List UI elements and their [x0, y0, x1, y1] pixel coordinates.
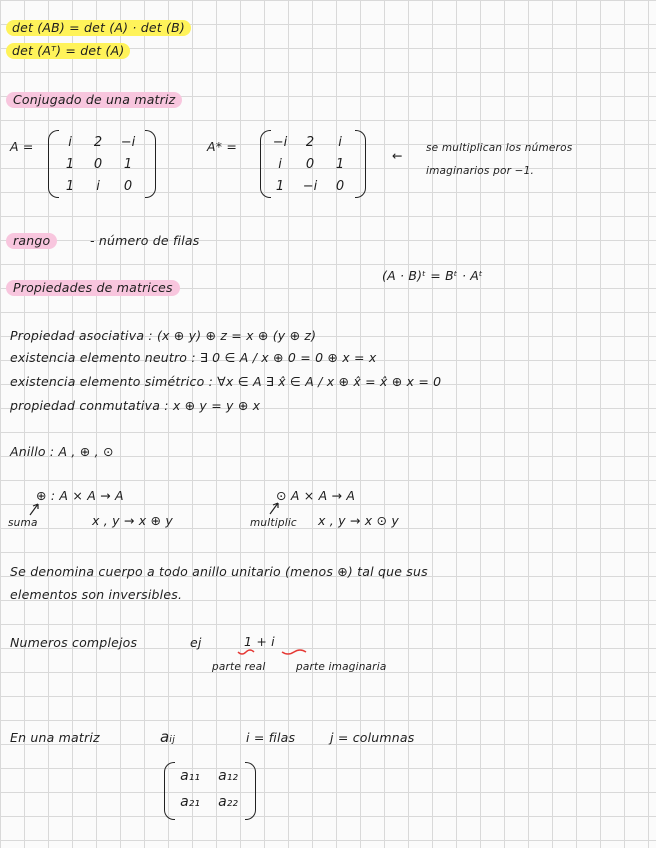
real-part-brace [238, 650, 254, 654]
matrix-a-star-cell: −i [272, 135, 288, 150]
field-definition-line2: elementos son inversibles. [10, 587, 183, 602]
conjugate-note-line2: imaginarios por −1. [426, 165, 535, 177]
property-commutative: propiedad conmutativa : x ⊕ y = y ⊕ x [10, 398, 261, 413]
j-columns-label: j = columnas [330, 730, 415, 745]
complex-numbers-heading: Numeros complejos [10, 635, 138, 650]
matrix-a-star-cell: 0 [305, 157, 315, 172]
det-product-rule: det (AB) = det (A) · det (B) [6, 20, 191, 36]
arrow-left-icon: ← [392, 148, 403, 163]
matrix-a-cell: i [68, 135, 72, 150]
matrix-a-star-cell: 0 [335, 179, 345, 194]
matrix-a-cell: 1 [65, 157, 75, 172]
imaginary-part-brace [282, 650, 306, 654]
sum-operation: ⊕ : A × A → A [36, 488, 124, 503]
matrix-a-cell: 1 [65, 179, 75, 194]
ring-definition: Anillo : A , ⊕ , ⊙ [10, 444, 114, 459]
mult-label: multiplic [250, 517, 297, 529]
conjugado-heading: Conjugado de una matriz [6, 92, 182, 108]
imaginary-part-label: parte imaginaria [296, 661, 387, 673]
complex-example-label: ej [190, 635, 202, 650]
mult-mapping: x , y → x ⊙ y [318, 513, 399, 528]
propiedades-heading: Propiedades de matrices [6, 280, 180, 296]
matrix-general-cell: a₁₂ [218, 768, 238, 784]
property-associative: Propiedad asociativa : (x ⊕ y) ⊕ z = x ⊕ (y ⊕ z) [10, 328, 317, 343]
i-rows-label: i = filas [246, 730, 296, 745]
mult-operation: ⊙ A × A → A [276, 488, 356, 503]
matrix-a-star-cell: i [278, 157, 282, 172]
rango-heading: rango [6, 233, 57, 249]
matrix-a-star-cell: 1 [335, 157, 345, 172]
matrix-a-label: A = [10, 139, 34, 154]
matrix-a-cell: i [96, 179, 100, 194]
matrix-general-cell: a₂₂ [218, 794, 238, 810]
matrix-a-cell: 2 [93, 135, 103, 150]
det-transpose-rule: det (Aᵀ) = det (A) [6, 43, 130, 59]
matrix-a-star-cell: 2 [305, 135, 315, 150]
sum-label: suma [8, 517, 38, 529]
complex-example: 1 + i [244, 634, 275, 649]
property-neutral: existencia elemento neutro : ∃ 0 ∈ A / x ⊕ 0 = 0 ⊕ x = x [10, 350, 377, 365]
matrix-a-cell: −i [120, 135, 136, 150]
conjugate-note-line1: se multiplican los números [426, 142, 573, 154]
sum-arrow-icon [30, 504, 38, 515]
matrix-element-symbol: aᵢⱼ [160, 728, 176, 746]
matrix-general-cell: a₂₁ [180, 794, 200, 810]
matrix-intro: En una matriz [10, 730, 100, 745]
property-symmetric: existencia elemento simétrico : ∀x ∈ A ∃ x̂ ∈ A / x ⊕ x̂ = x̂ ⊕ x = 0 [10, 374, 442, 389]
transpose-product-rule: (A · B)ᵗ = Bᵗ · Aᵗ [382, 268, 483, 283]
field-definition-line1: Se denomina cuerpo a todo anillo unitario (menos ⊕) tal que sus [10, 564, 428, 579]
sum-mapping: x , y → x ⊕ y [92, 513, 173, 528]
matrix-general-cell: a₁₁ [180, 768, 200, 784]
rango-description: - número de filas [90, 233, 200, 248]
mult-arrow-icon [270, 503, 278, 514]
matrix-a-star-cell: i [338, 135, 342, 150]
real-part-label: parte real [212, 661, 266, 673]
matrix-a-star-label: A* = [207, 139, 238, 154]
matrix-a-cell: 1 [123, 157, 133, 172]
matrix-a-star-cell: −i [302, 179, 318, 194]
matrix-a-cell: 0 [93, 157, 103, 172]
matrix-a-cell: 0 [123, 179, 133, 194]
matrix-a-star-cell: 1 [275, 179, 285, 194]
